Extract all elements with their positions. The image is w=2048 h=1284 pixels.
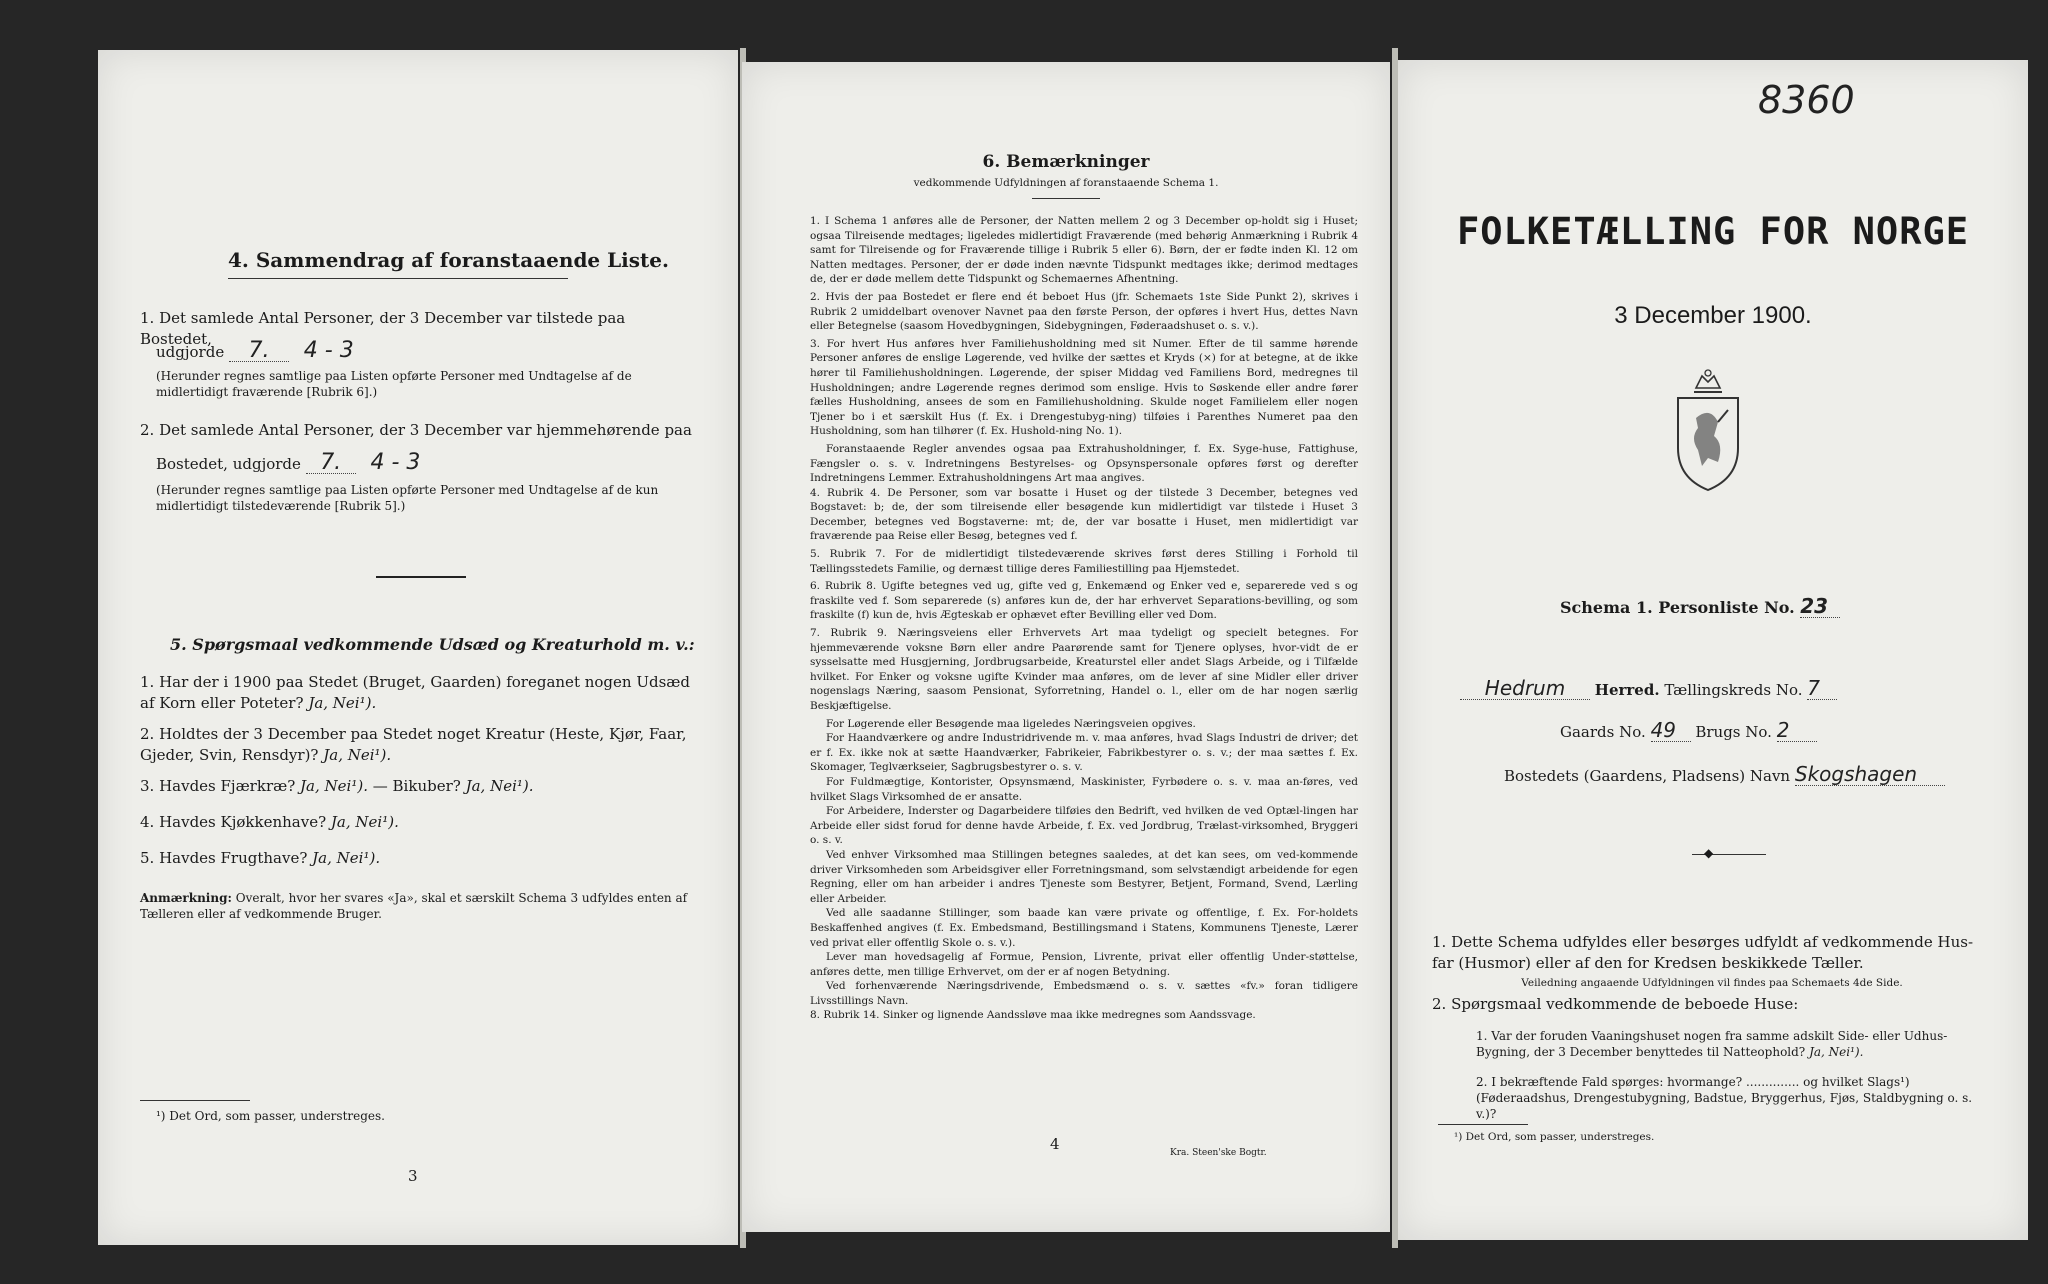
item-2-text: 2. Det samlede Antal Personer, der 3 December var hjemmehørende paa [140,421,692,439]
instruction-1: 1. Dette Schema udfyldes eller besørges udfyldt af vedkommende Hus-far (Husmor) eller af den for Kredsen beskikkede Tæller. [1432,933,1974,972]
instruction-1-note: Veiledning angaaende Udfyldningen vil findes paa Schemaets 4de Side. [1521,977,1903,989]
remark-paragraph: For Haandværkere og andre Industridrivende m. v. maa anføres, hvad Slags Industri de driver; det er f. Ex. ikke nok at sætte Haandværker, Fabrikeier, Fabrikbestyrer o. s. v.; der maa sættes f. Ex. Skomager, Teglværkseier, Sagbrugsbestyrer o. s. v. [810,732,1358,774]
item-1-text: 1. Det samlede Antal Personer, der 3 December var tilstede paa Bostedet, [140,309,626,348]
page-number: 3 [408,1167,418,1185]
brugs-label: Brugs No. [1695,723,1772,741]
cover-page [1398,60,2028,1240]
remark-paragraph: Lever man hovedsagelig af Formue, Pension, Livrente, privat eller offentlig Under-støttelse, anføres dette, men tillige Erhvervet, om der er af nogen Betydning. [810,951,1358,978]
item-2-note: (Herunder regnes samtlige paa Listen opførte Personer med Undtagelse af de kun midlertidigt tilstedeværende [Rubrik 5].) [156,483,659,513]
remark-paragraph: For Fuldmægtige, Kontorister, Opsynsmænd, Maskinister, Fyrbødere o. s. v. maa an-føres, ved hvilket Slags Virksomhed de er ansatte. [810,775,1358,803]
remark-paragraph: 4. Rubrik 4. De Personer, som var bosatte i Huset og der tilstede 3 December, betegnes ved Bogstavet: b; de, der som tilreisende eller besøgende kun midlertidigt var tilstede i Huset 3 December, betegnes ved Bogstaverne: mt; de, der var bosatte i Huset, men midlertidigt var fraværende paa Reise eller Besøg, betegnes ved f. [810,486,1358,543]
kreds-label: Tællingskreds No. [1664,681,1803,699]
instruction-2-2: 2. I bekræftende Fald spørges: hvormange? .............. og hvilket Slags¹) (Føderaadshus, Drengestubygning, Badstue, Bryggerhus, Fjøs, Staldbygning o. s. v.)? [1476,1075,1973,1121]
remark-paragraph: 1. I Schema 1 anføres alle de Personer, der Natten mellem 2 og 3 December op-holdt sig i Huset; ogsaa Tilreisende medtages; ligeledes midlertidigt Fraværende (med behørig Anmærkning i Rubrik 4 samt for Tilreisende og for Fraværende tillige i Rubrik 5 eller 6). Børn, der er fødte inden Kl. 12 om Natten medtages. Personer, der er døde inden nævnte Tidspunkt medtages ikke; derimod medtages de, der er døde mellem dette Tidspunkt og Schemaernes Afhentning. [810,215,1358,286]
item-2-value: 7. [306,452,356,474]
herred-name: Hedrum [1460,678,1590,700]
question-2: 2. Holdtes der 3 December paa Stedet noget Kreatur (Heste, Kjør, Faar, Gjeder, Svin, Rensdyr)? [140,725,687,764]
remark-paragraph: 8. Rubrik 14. Sinker og lignende Aandssløve maa ikke medregnes som Aandssvage. [810,1009,1256,1022]
remark-paragraph: Ved enhver Virksomhed maa Stillingen betegnes saaledes, at det kan sees, om ved-kommende driver Virksomheden som Arbeidsgiver eller Forretningsmand, som selvstændigt arbeidende for egen Regning, eller om han arbeider i andres Tjeneste som Bestyrer, Betjent, Formand, Svend, Lærling eller Arbeider. [810,848,1358,905]
section-5-title: 5. Spørgsmaal vedkommende Udsæd og Kreaturhold m. v.: [170,635,695,654]
item-2-udgjorde: Bostedet, udgjorde [156,455,301,473]
remark-paragraph: Foranstaaende Regler anvendes ogsaa paa Extrahusholdninger, f. Ex. Syge-huse, Fattighuse, Fængsler o. s. v. Indretningens Bestyrelses- og Opsynspersonale opføres først og derefter Indretningens Lemmer. Extrahusholdningens Art maa angives. [810,442,1358,485]
page-number: 4 [1050,1135,1060,1153]
question-1-answer: Ja, Nei¹). [308,694,377,712]
question-3b-answer: Ja, Nei¹). [465,777,534,795]
census-date: 3 December 1900. [1614,302,1812,329]
remark-paragraph: 2. Hvis der paa Bostedet er flere end ét beboet Hus (jfr. Schemaets 1ste Side Punkt 2), skrives i Rubrik 2 umiddelbart ovenover Navnet paa den første Person, der opføres i hvert Hus, dettes Navn eller Betegnelse (saasom Hovedbygningen, Sidebygningen, Føderaadshuset o. s. v.). [810,290,1358,333]
question-5: 5. Havdes Frugthave? [140,849,308,867]
question-5-answer: Ja, Nei¹). [312,849,381,867]
question-3-answer: Ja, Nei¹). [300,777,368,795]
schema-number: 23 [1800,596,1840,618]
question-4-answer: Ja, Nei¹). [330,813,399,831]
page-3 [98,50,738,1245]
remark-paragraph: 3. For hvert Hus anføres hver Familiehusholdning med sit Numer. Efter de til samme hørende Personer anføres de enslige Løgerende, ved hvilke der sættes et Kryds (×) for at betegne, at de ikke hører til Familiehusholdningen. Løgerende, der spiser Middag ved Familiens Bord, medregnes til Husholdningen; andre Løgerende regnes derimod som enslige. Hvis to Søskende eller andre fører fælles Husholdning, ansees de som en Familiehusholdning. Skulde noget Familielem eller nogen Tjener bo i et særskilt Hus (f. Ex. i Drengestubyg-ning) tilføies i Parenthes Numeret paa den Husholdning, som han tilhører (f. Ex. Hushold-ning No. 1). [810,337,1358,438]
census-title: FOLKETÆLLING FOR NORGE [1456,210,1970,253]
remark-paragraph: Ved alle saadanne Stillinger, som baade kan være private og offentlige, f. Ex. For-holdets Beskaffenhed angives (f. Ex. Embedsmand, Bestillingsmand i Statens, Kommunens Tjeneste, Lærer ved privat eller offentlig Skole o. s. v.). [810,907,1358,949]
item-1-udgjorde: udgjorde [156,343,225,361]
brugs-number: 2 [1777,720,1817,742]
instruction-2: 2. Spørgsmaal vedkommende de beboede Huse: [1432,995,1799,1013]
herred-label: Herred. [1594,681,1660,699]
item-1-value: 7. [229,340,289,362]
printer-mark: Kra. Steen'ske Bogtr. [1170,1148,1267,1158]
remark-paragraph: For Arbeidere, Inderster og Dagarbeidere tilføies den Bedrift, ved hvilken de ved Optæl-lingen har Arbeide eller sidst forud for denne havde Arbeide, f. Ex. ved Jordbrug, Trælast-virksomhed, Bryggeri o. s. v. [810,805,1358,847]
bosted-label: Bostedets (Gaardens, Pladsens) Navn [1504,767,1791,785]
question-4: 4. Havdes Kjøkkenhave? [140,813,327,831]
remarks-title: 6. Bemærkninger [982,152,1150,172]
question-1: 1. Har der i 1900 paa Stedet (Bruget, Gaarden) foreganet nogen Udsæd af Korn eller Poteter? [140,673,690,712]
remark-paragraph: Ved forhenværende Næringsdrivende, Embedsmænd o. s. v. sættes «fv.» foran tidligere Livsstillings Navn. [810,980,1358,1007]
kreds-number: 7 [1807,678,1837,700]
item-2-handwritten: 4 - 3 [370,450,421,475]
question-3b: — Bikuber? [372,777,461,795]
annotation-text: Overalt, hvor her svares «Ja», skal et særskilt Schema 3 udfyldes enten af Tælleren eller af vedkommende Bruger. [140,891,688,921]
gaards-number: 49 [1651,720,1691,742]
remark-paragraph: 6. Rubrik 8. Ugifte betegnes ved ug, gifte ved g, Enkemænd og Enker ved e, separerede ved s og fraskilte ved f. Som separerede (s) anføres kun de, der har erhvervet Separations-bevilling, og som fraskilte (f) kun de, hvis Ægteskab er ophævet efter Bevilling eller ved Dom. [810,580,1358,622]
bosted-name: Skogshagen [1795,764,1945,786]
remarks-body [810,214,1358,1026]
schema-label: Schema 1. Personliste No. [1560,598,1795,617]
ornament-icon: ◆ [1704,846,1714,860]
cover-footnote: ¹) Det Ord, som passer, understreges. [1454,1131,1655,1143]
gaards-label: Gaards No. [1560,723,1646,741]
question-2-answer: Ja, Nei¹). [323,746,392,764]
annotation-label: Anmærkning: [140,891,232,905]
item-1-note: (Herunder regnes samtlige paa Listen opførte Personer med Undtagelse af de midlertidigt fraværende [Rubrik 6].) [156,369,632,399]
section-4-title: 4. Sammendrag af foranstaaende Liste. [228,248,669,272]
page-4 [742,62,1390,1232]
instruction-2-1: 1. Var der foruden Vaaningshuset nogen fra samme adskilt Side- eller Udhus-Bygning, der 3 December benyttedes til Natteophold? [1476,1029,1948,1059]
footnote: ¹) Det Ord, som passer, understreges. [156,1109,385,1123]
archive-number: 8360 [1758,78,1855,122]
remark-paragraph: 7. Rubrik 9. Næringsveiens eller Erhvervets Art maa tydeligt og specielt betegnes. For hjemmeværende voksne Børn eller andre Paarørende samt for Tjenere oplyses, hvor-vidt de er sysselsatte med Husgjerning, Jordbrugsarbeide, Kreaturstel eller andet Slags Arbeide, og i Tilfælde hvilket. For Enker og voksne ugifte Kvinder maa anføres, om de lever af sine Midler eller driver nogenslags Næring, saasom Pensionat, Syforretning, Handel o. l., eller om de har nogen særlig Beskjæftigelse. [810,627,1358,712]
instruction-2-1-answer: Ja, Nei¹). [1809,1045,1864,1059]
coat-of-arms-icon [1658,366,1758,498]
question-3: 3. Havdes Fjærkræ? [140,777,296,795]
remark-paragraph: For Løgerende eller Besøgende maa ligeledes Næringsveien opgives. [826,717,1196,730]
remarks-subtitle: vedkommende Udfyldningen af foranstaaende Schema 1. [913,177,1219,189]
remark-paragraph: 5. Rubrik 7. For de midlertidigt tilstedeværende skrives først deres Stilling i Forhold til Tællingsstedets Familie, og dernæst tillige deres Familiestilling paa Hjemstedet. [810,548,1358,575]
item-1-handwritten: 4 - 3 [303,338,354,363]
